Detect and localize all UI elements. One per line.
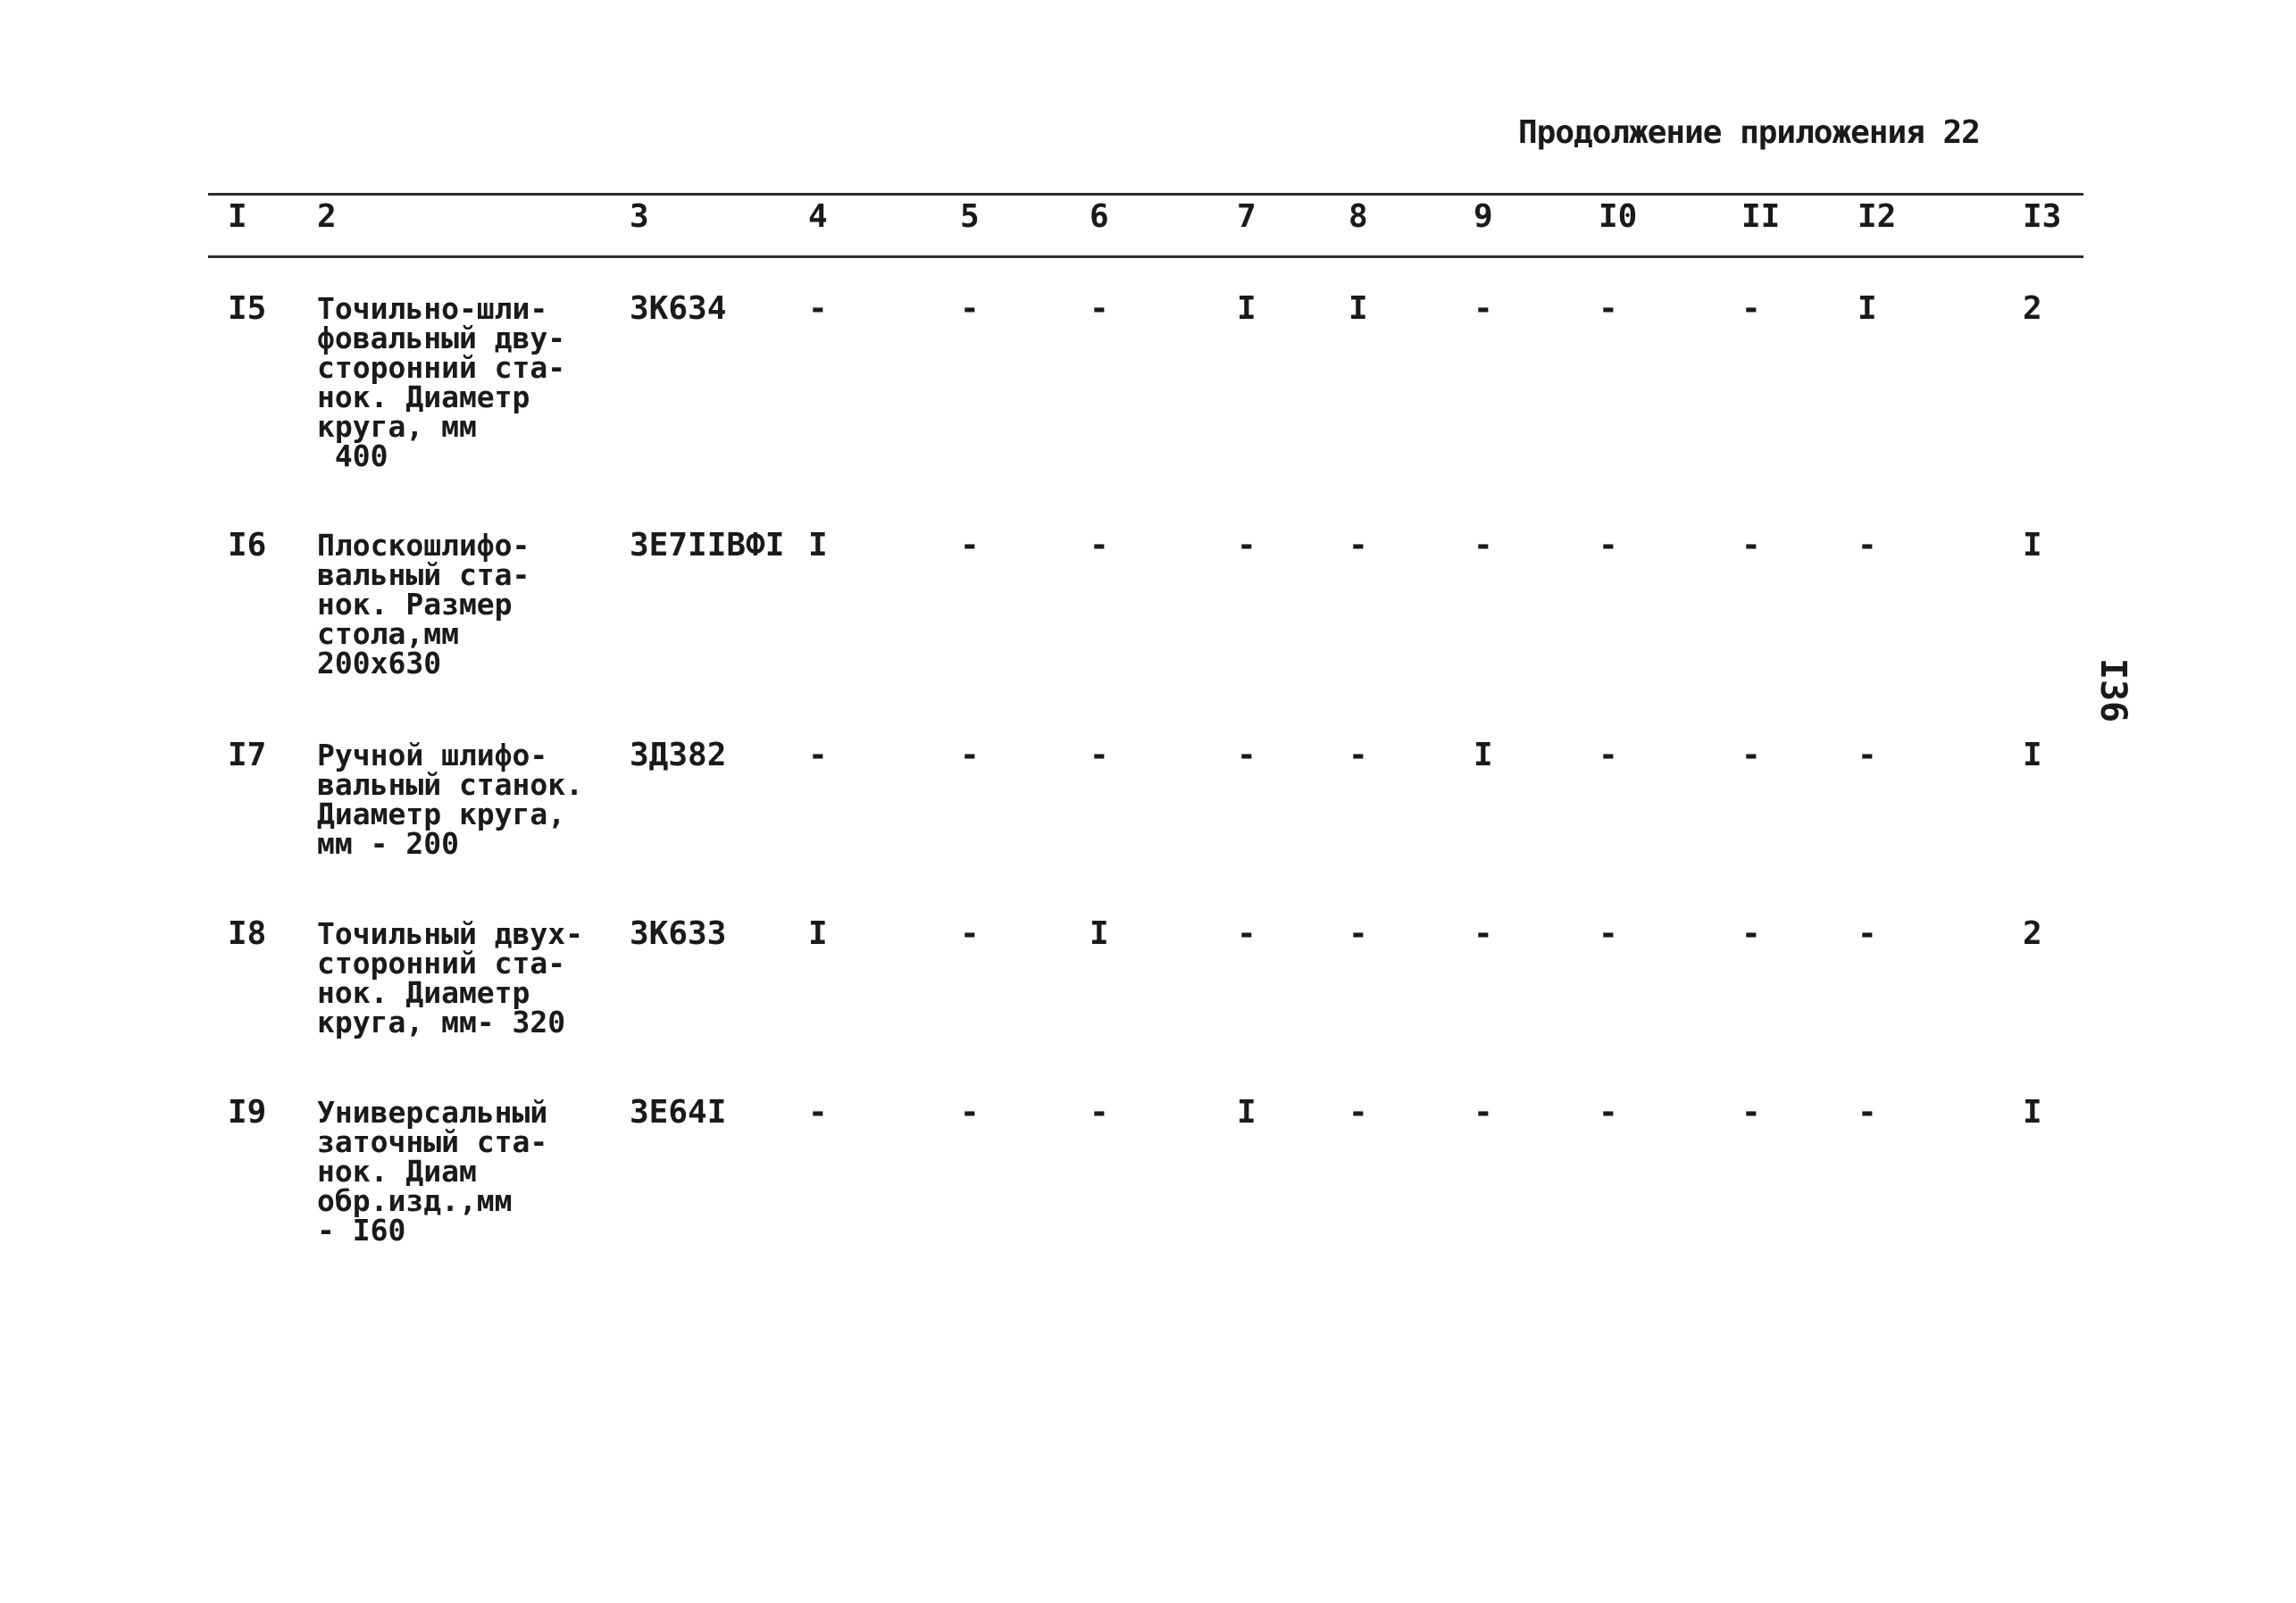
- value-cell: -: [1858, 915, 1877, 952]
- value-cell: -: [1599, 1094, 1618, 1131]
- side-page-number: I36: [2092, 657, 2134, 723]
- value-cell: -: [1741, 915, 1761, 952]
- value-cell: -: [1599, 915, 1618, 952]
- value-cell: I: [1858, 290, 1877, 327]
- value-cell: -: [1858, 737, 1877, 773]
- column-header: I0: [1599, 198, 1638, 235]
- column-header: I2: [1858, 198, 1897, 235]
- value-cell: -: [1474, 290, 1493, 327]
- value-cell: -: [1348, 527, 1368, 564]
- machine-model: 3Е7IIВФI: [630, 527, 785, 564]
- column-header: 9: [1474, 198, 1493, 235]
- value-cell: -: [1090, 527, 1109, 564]
- column-header: 5: [960, 198, 980, 235]
- value-cell: -: [1741, 1094, 1761, 1131]
- value-cell: -: [1741, 527, 1761, 564]
- machine-description: Ручной шлифо- вальный станок. Диаметр круга, мм - 200: [317, 738, 584, 861]
- column-header: 7: [1237, 198, 1257, 235]
- value-cell: -: [1474, 1094, 1493, 1131]
- machine-description: Плоскошлифо- вальный ста- нок. Размер стола,мм 200х630: [317, 528, 530, 680]
- row-number: I9: [228, 1094, 267, 1131]
- value-cell: -: [1741, 290, 1761, 327]
- machine-model: 3К634: [630, 290, 727, 327]
- value-cell: -: [1237, 527, 1257, 564]
- column-header: 8: [1348, 198, 1368, 235]
- machine-model: 3Д382: [630, 737, 727, 773]
- value-cell: I: [2023, 527, 2042, 564]
- value-cell: -: [1599, 290, 1618, 327]
- table-top-rule: [208, 193, 2083, 196]
- value-cell: -: [960, 1094, 980, 1131]
- value-cell: -: [960, 290, 980, 327]
- column-header: 6: [1090, 198, 1109, 235]
- value-cell: I: [1237, 1094, 1257, 1131]
- value-cell: -: [808, 290, 828, 327]
- column-header: I: [228, 198, 247, 235]
- value-cell: I: [1474, 737, 1493, 773]
- value-cell: -: [1599, 737, 1618, 773]
- value-cell: -: [1090, 737, 1109, 773]
- value-cell: -: [1474, 915, 1493, 952]
- column-header: 2: [317, 198, 337, 235]
- machine-model: 3К633: [630, 915, 727, 952]
- value-cell: -: [1090, 290, 1109, 327]
- column-header: 4: [808, 198, 828, 235]
- machine-description: Точильный двух- сторонний ста- нок. Диаметр круга, мм- 320: [317, 916, 584, 1039]
- value-cell: -: [808, 737, 828, 773]
- value-cell: -: [960, 915, 980, 952]
- value-cell: -: [1474, 527, 1493, 564]
- value-cell: I: [1237, 290, 1257, 327]
- column-header: II: [1741, 198, 1781, 235]
- value-cell: -: [1237, 737, 1257, 773]
- value-cell: I: [1090, 915, 1109, 952]
- value-cell: -: [1858, 527, 1877, 564]
- value-cell: -: [1348, 1094, 1368, 1131]
- row-number: I5: [228, 290, 267, 327]
- continuation-heading: Продолжение приложения 22: [1518, 114, 1980, 151]
- value-cell: I: [808, 915, 828, 952]
- value-cell: 2: [2023, 290, 2042, 327]
- value-cell: I: [808, 527, 828, 564]
- value-cell: -: [1348, 915, 1368, 952]
- column-header: 3: [630, 198, 649, 235]
- machine-description: Универсальный заточный ста- нок. Диам обр.изд.,мм - I60: [317, 1095, 548, 1248]
- value-cell: -: [1599, 527, 1618, 564]
- machine-model: 3Е64I: [630, 1094, 727, 1131]
- value-cell: I: [2023, 737, 2042, 773]
- value-cell: -: [1237, 915, 1257, 952]
- value-cell: -: [960, 527, 980, 564]
- value-cell: -: [1858, 1094, 1877, 1131]
- value-cell: 2: [2023, 915, 2042, 952]
- value-cell: -: [808, 1094, 828, 1131]
- value-cell: I: [1348, 290, 1368, 327]
- table-header-rule: [208, 255, 2083, 258]
- column-header: I3: [2023, 198, 2062, 235]
- machine-description: Точильно-шли- фовальный дву- сторонний ста- нок. Диаметр круга, мм 400: [317, 291, 566, 473]
- value-cell: -: [1348, 737, 1368, 773]
- row-number: I8: [228, 915, 267, 952]
- value-cell: -: [1741, 737, 1761, 773]
- row-number: I6: [228, 527, 267, 564]
- value-cell: I: [2023, 1094, 2042, 1131]
- value-cell: -: [960, 737, 980, 773]
- row-number: I7: [228, 737, 267, 773]
- value-cell: -: [1090, 1094, 1109, 1131]
